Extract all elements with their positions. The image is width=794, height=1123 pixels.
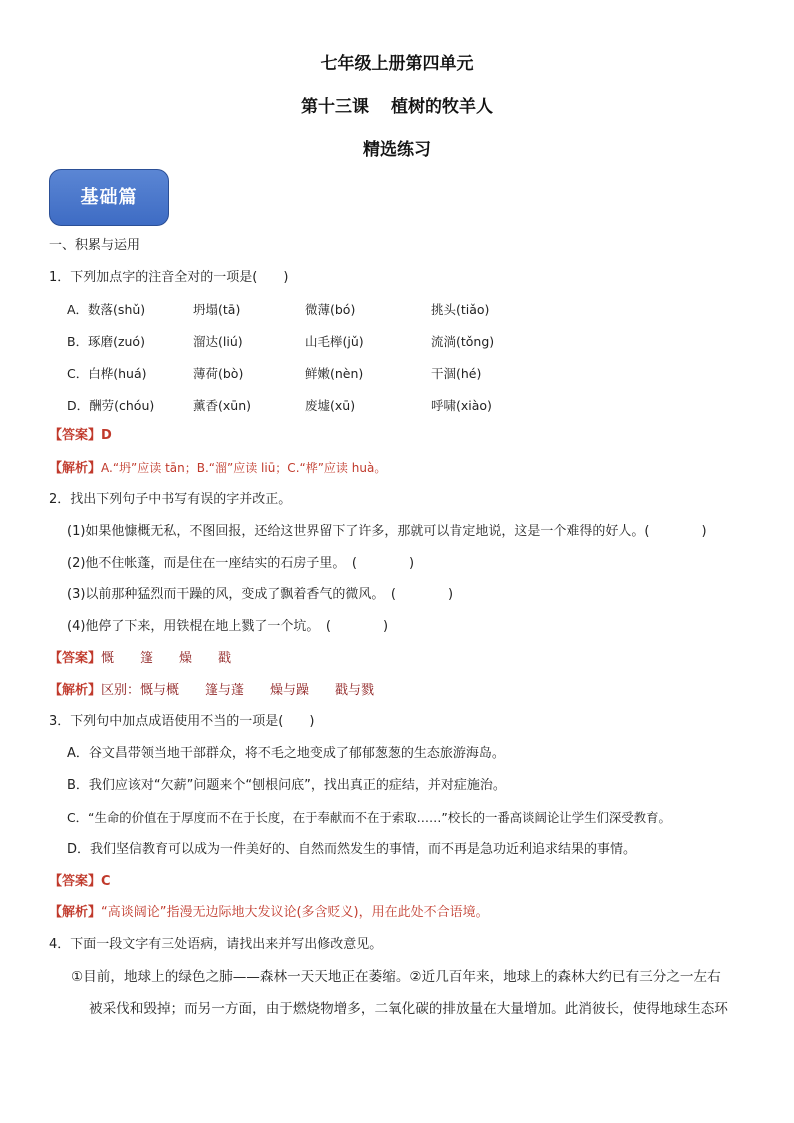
q2-analysis — [49, 682, 374, 700]
q2-item-3: (3)以前那种猛烈而干躁的风，变成了飘着香气的微风。 ( ) — [67, 587, 454, 602]
q1-option-b: B．琢磨(zuó) — [67, 334, 145, 349]
q1-word: 坍塌(tā) — [193, 302, 241, 317]
q2-item-2: (2)他不住帐蓬，而是住在一座结实的石房子里。 ( ) — [67, 556, 415, 571]
q1-word: 鲜嫩(nèn) — [305, 366, 364, 381]
answer-value: 慨 篷 燥 戳 — [101, 651, 232, 666]
q2-answer — [49, 650, 231, 668]
q4-paragraph-line-2: 被采伐和毁掉；而另一方面，由于燃烧物增多，二氧化碳的排放量在大量增加。此消彼长，使得地球生态环 — [89, 1001, 728, 1017]
q1-word: 干涸(hé) — [431, 366, 482, 381]
q1-word: 呼啸(xiào) — [431, 398, 492, 413]
analysis-text: 区别：慨与概 篷与蓬 燥与躁 戳与戮 — [101, 683, 375, 698]
analysis-text: “高谈阔论”指漫无边际地大发议论(多含贬义)，用在此处不合语境。 — [101, 905, 489, 920]
lesson-name: 植树的牧羊人 — [391, 97, 493, 117]
answer-value: C — [101, 874, 111, 889]
question-3-stem: 3．下列句中加点成语使用不当的一项是( ) — [49, 714, 315, 729]
q1-option-c: C．白桦(huá) — [67, 366, 147, 381]
analysis-label: 【解析】 — [49, 461, 102, 476]
q3-answer — [49, 873, 111, 891]
section-badge: 基础篇 — [49, 169, 169, 226]
q2-item-1: (1)如果他慷概无私，不图回报，还给这世界留下了许多，那就可以肯定地说，这是一个难得的好人。( ) — [67, 524, 707, 539]
q1-option-a: A．数落(shǔ) — [67, 302, 146, 317]
q1-word: 挑头(tiǎo) — [431, 302, 490, 317]
answer-value: D — [101, 428, 112, 443]
q1-word: 流淌(tǒng) — [431, 334, 495, 349]
q1-word: 微薄(bó) — [305, 302, 356, 317]
q2-item-4: (4)他停了下来，用铁棍在地上戮了一个坑。 ( ) — [67, 619, 389, 634]
answer-label: 【答案】 — [49, 428, 102, 443]
q1-word: 薰香(xūn) — [193, 398, 251, 413]
q4-paragraph-line-1: ①目前，地球上的绿色之肺——森林一天天地正在萎缩。②近几百年来，地球上的森林大约已有三分之一左右 — [71, 969, 721, 985]
analysis-text: A.“坍”应读 tān；B.“溜”应读 liū；C.“桦”应读 huà。 — [101, 461, 387, 475]
question-2-stem: 2．找出下列句子中书写有误的字并改正。 — [49, 492, 292, 507]
question-4-stem: 4．下面一段文字有三处语病，请找出来并写出修改意见。 — [49, 937, 383, 952]
question-1-stem: 1．下列加点字的注音全对的一项是( ) — [49, 270, 289, 285]
q3-analysis — [49, 904, 489, 922]
q1-analysis — [49, 459, 386, 478]
lesson-number: 第十三课 — [301, 97, 369, 117]
analysis-label: 【解析】 — [49, 683, 102, 698]
q1-word: 废墟(xū) — [305, 398, 356, 413]
q3-option-c: C．“生命的价值在于厚度而不在于长度，在于奉献而不在于索取……”校长的一番高谈阔论让学生们深受教育。 — [67, 810, 671, 825]
answer-label: 【答案】 — [49, 874, 102, 889]
lesson-title — [0, 92, 794, 117]
q1-word: 溜达(liú) — [193, 334, 243, 349]
section-heading: 一、积累与运用 — [49, 238, 141, 253]
q3-option-b: B．我们应该对“欠薪”问题来个“刨根问底”，找出真正的症结，并对症施治。 — [67, 778, 506, 793]
q3-option-a: A．谷文昌带领当地干部群众，将不毛之地变成了郁郁葱葱的生态旅游海岛。 — [67, 746, 505, 761]
page-subtitle: 精选练习 — [363, 140, 431, 160]
page-title: 七年级上册第四单元 — [320, 54, 474, 74]
q1-option-d: D．酬劳(chóu) — [67, 398, 155, 413]
q3-option-d: D．我们坚信教育可以成为一件美好的、自然而然发生的事情，而不再是急功近利追求结果的事情。 — [67, 842, 637, 857]
q1-word: 薄荷(bò) — [193, 366, 244, 381]
answer-label: 【答案】 — [49, 651, 102, 666]
q1-answer — [49, 427, 112, 445]
analysis-label: 【解析】 — [49, 905, 102, 920]
q1-word: 山毛榉(jǔ) — [305, 334, 364, 349]
